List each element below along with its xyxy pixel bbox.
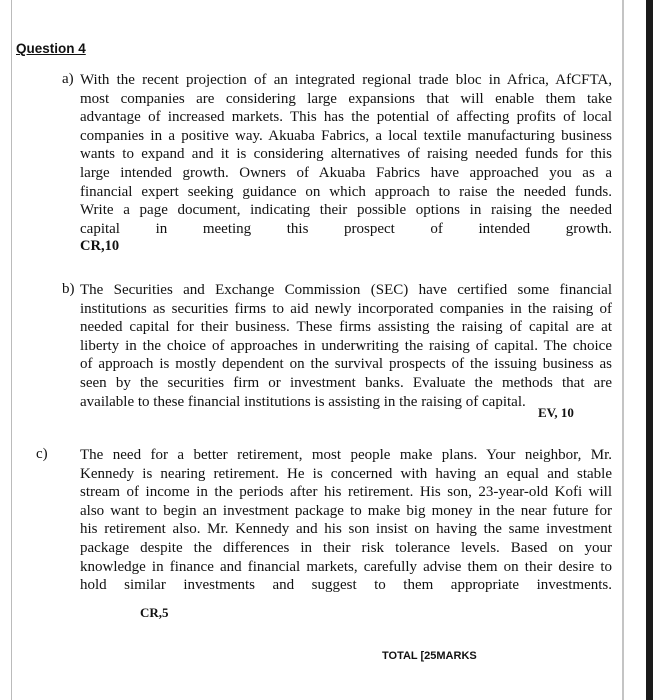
text-line: advantage of increased markets. This has the potential of affecting profits of local bbox=[80, 109, 612, 126]
text-line: needed capital for their business. These firms assisting the raising of capital are at bbox=[80, 319, 612, 336]
text-line: available to these financial institutions is assisting in the raising of capital. bbox=[80, 393, 526, 410]
text-line: wants to expand and it is considering alternatives of raising needed funds for this bbox=[80, 146, 612, 163]
question-title: Question 4 bbox=[16, 41, 86, 56]
text-line: package despite the differences in their risk tolerance levels. Based on your bbox=[80, 539, 612, 556]
part-c-label: c) bbox=[36, 446, 48, 462]
text-line: The need for a better retirement, most people make plans. Your neighbor, Mr. bbox=[80, 447, 612, 463]
text-line: capital in meeting this prospect of intended growth. bbox=[80, 220, 612, 237]
text-line: With the recent projection of an integrated regional trade bloc in Africa, AfCFTA, bbox=[80, 72, 612, 88]
part-b-mark: EV, 10 bbox=[538, 405, 574, 420]
text-line: seen by the securities firm or investment banks. Evaluate the methods that are bbox=[80, 374, 612, 391]
part-b-label: b) bbox=[62, 281, 75, 297]
text-line: Write a page document, indicating their possible options in raising the needed bbox=[80, 202, 612, 219]
part-b-text bbox=[80, 281, 612, 411]
part-c-text bbox=[80, 446, 612, 595]
text-line: institutions as securities firms to aid newly incorporated companies in the raising of bbox=[80, 300, 612, 317]
text-line: stream of income in the periods after his retirement. His son, 23-year-old Kofi will bbox=[80, 484, 612, 501]
part-a-label: a) bbox=[62, 71, 74, 87]
text-line: The Securities and Exchange Commission (SEC) have certified some financial bbox=[80, 282, 612, 298]
window-edge bbox=[646, 0, 653, 700]
text-line: of approach is mostly dependent on the survival prospects of the issuing business as bbox=[80, 356, 612, 373]
text-line: large intended growth. Owners of Akuaba Fabrics have approached you as a bbox=[80, 164, 612, 181]
text-line: financial expert seeking guidance on which approach to raise the needed funds. bbox=[80, 183, 612, 200]
text-line: liberty in the choice of approaches in underwriting the raising of capital. The choice bbox=[80, 337, 612, 354]
text-line: hold similar investments and suggest to them appropriate investments. bbox=[80, 577, 612, 594]
text-line: his retirement also. Mr. Kennedy and his son insist on having the same investment bbox=[80, 521, 612, 538]
text-line: companies in a positive way. Akuaba Fabrics, a local textile manufacturing business bbox=[80, 127, 612, 144]
part-c-mark: CR,5 bbox=[140, 605, 169, 620]
total-marks: TOTAL [25MARKS bbox=[382, 650, 477, 662]
text-line: knowledge in finance and financial markets, carefully advise them on their desire to bbox=[80, 558, 612, 575]
text-line: most companies are considering large expansions that will enable them take bbox=[80, 90, 612, 107]
part-a-mark: CR,10 bbox=[80, 238, 120, 254]
text-line: also want to begin an investment package to make big money in the near future for bbox=[80, 502, 612, 519]
text-line: Kennedy is nearing retirement. He is concerned with having an equal and stable bbox=[80, 465, 612, 482]
part-a-text bbox=[80, 71, 612, 238]
